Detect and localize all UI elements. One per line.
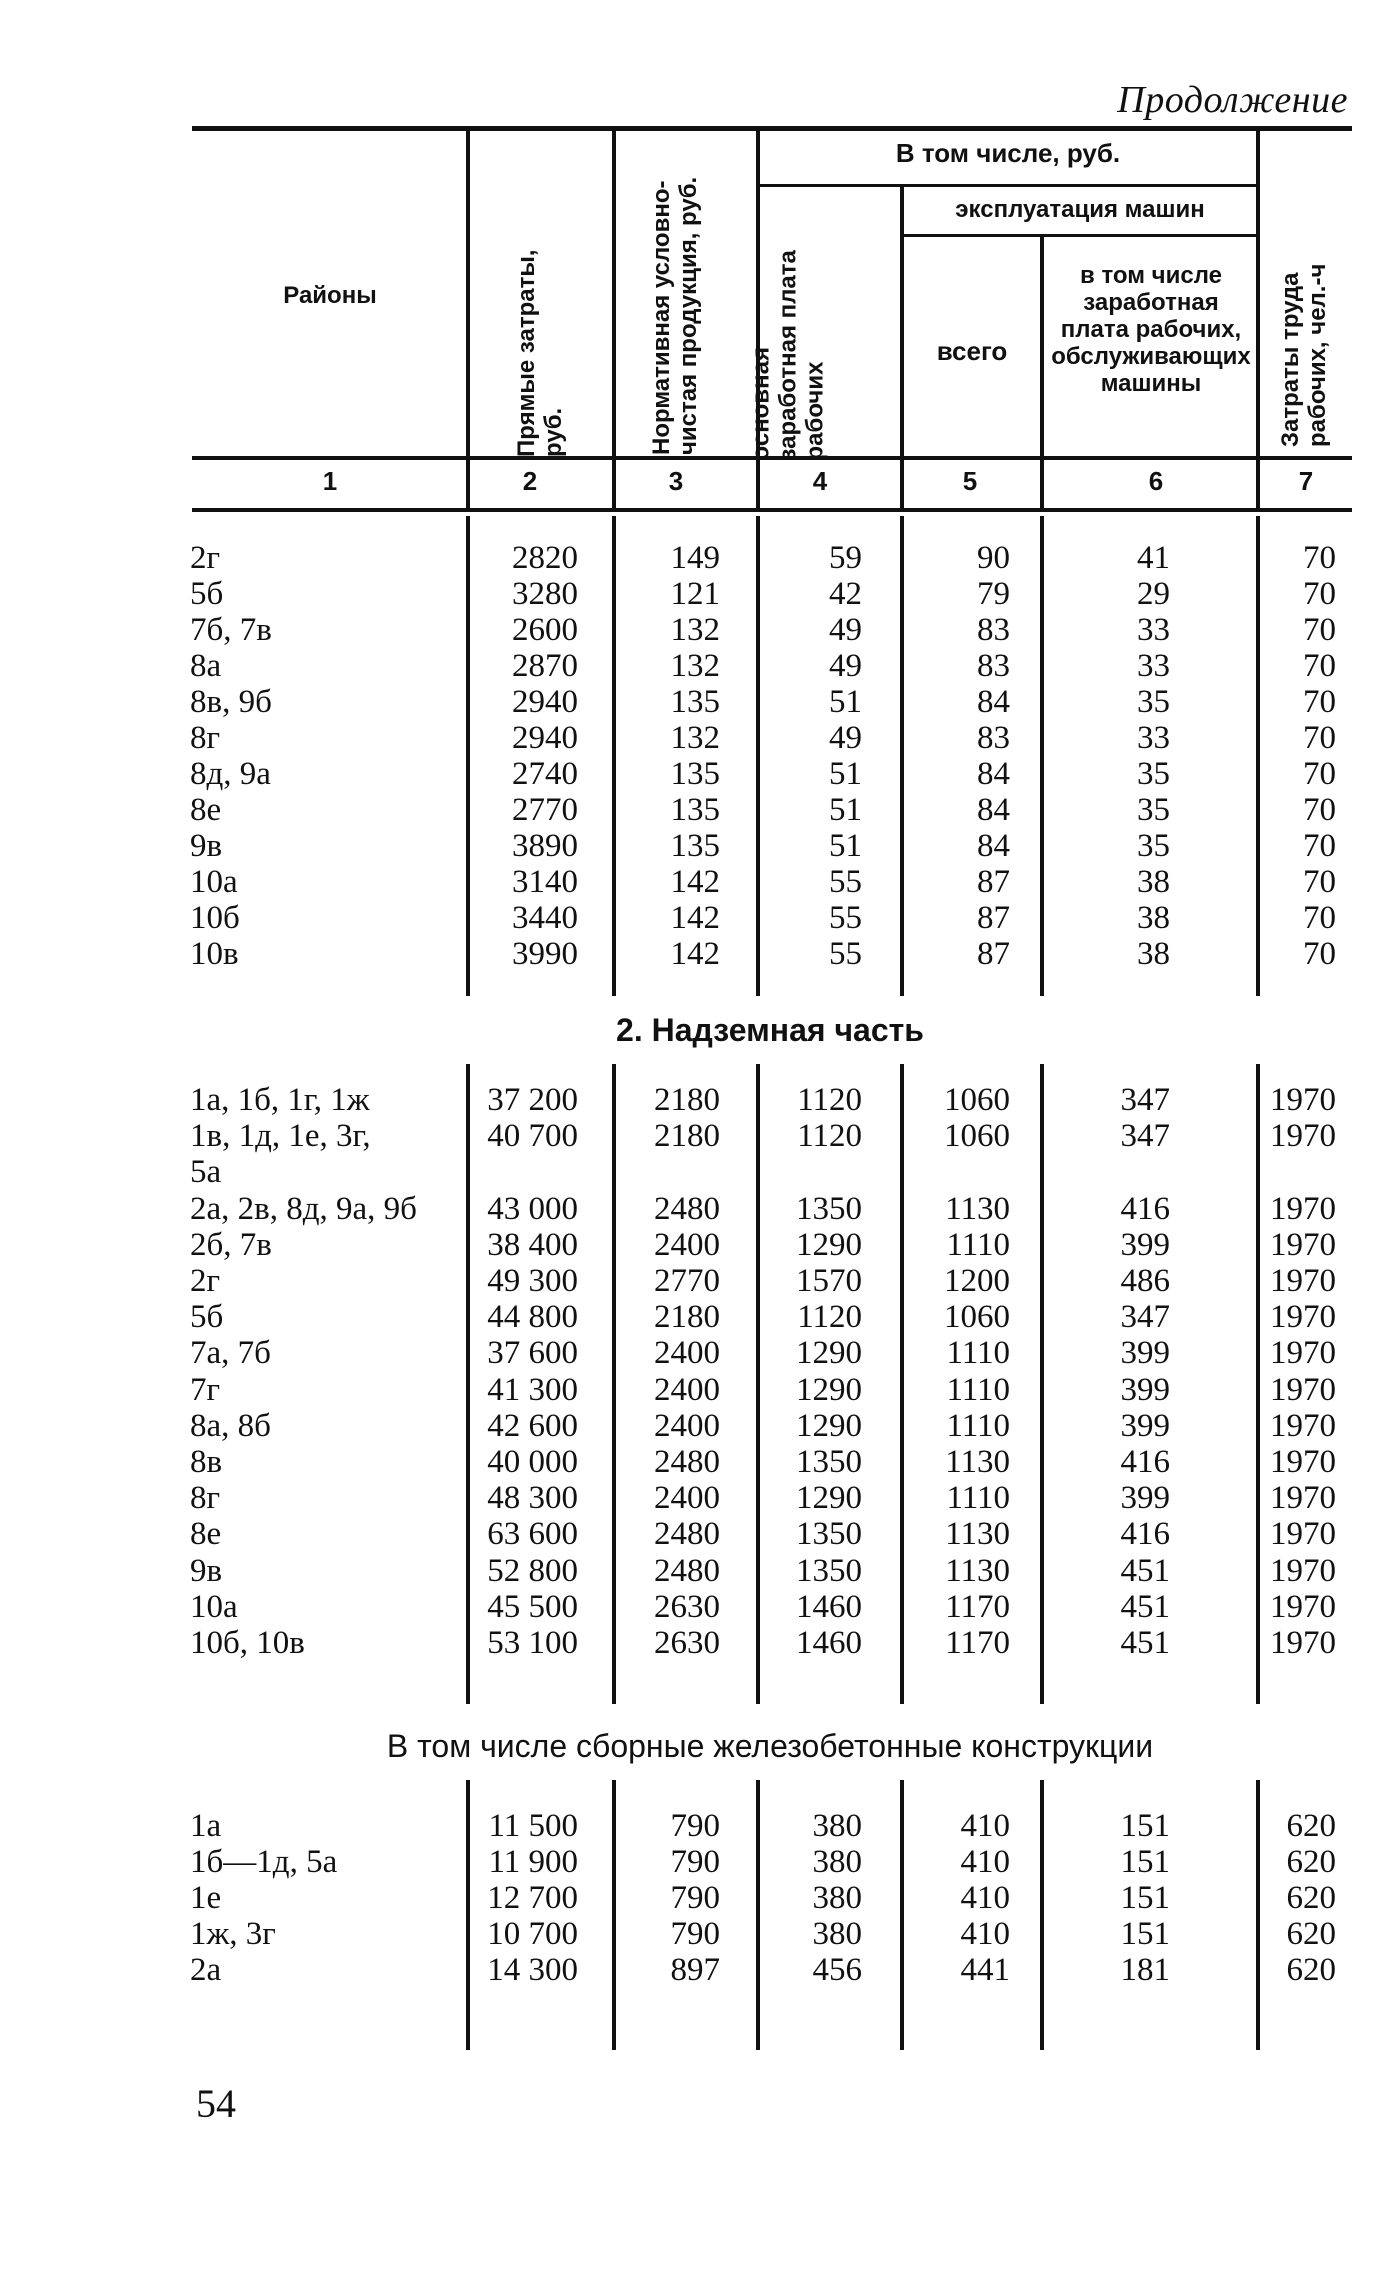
table-row (0, 1516, 1384, 1552)
value-cell: 2820 (512, 540, 578, 576)
value-cell: 87 (977, 936, 1010, 972)
value-cell: 1290 (796, 1335, 862, 1372)
value-cell: 2940 (512, 720, 578, 756)
header-vline-6 (1256, 130, 1260, 512)
value-cell: 55 (829, 864, 862, 900)
table-top-rule (192, 126, 1352, 131)
value-cell: 1970 (1270, 1371, 1336, 1408)
value-cell: 151 (1120, 1880, 1170, 1916)
value-cell: 41 300 (487, 1371, 578, 1408)
value-cell: 70 (1303, 540, 1336, 576)
value-cell: 37 600 (487, 1335, 578, 1372)
value-cell: 456 (812, 1952, 862, 1988)
value-cell: 1110 (946, 1335, 1010, 1372)
region-cell: 1е (190, 1880, 222, 1916)
value-cell: 1110 (946, 1371, 1010, 1408)
region-cell: 8г (190, 720, 221, 756)
table-row (0, 1844, 1384, 1880)
value-cell: 897 (670, 1952, 720, 1988)
value-cell: 84 (977, 792, 1010, 828)
value-cell: 1970 (1270, 1516, 1336, 1553)
value-cell: 10 700 (487, 1916, 578, 1952)
value-cell: 2180 (654, 1118, 720, 1155)
column-number: 2 (522, 466, 538, 496)
value-cell: 1970 (1270, 1263, 1336, 1299)
column-number: 4 (812, 466, 828, 496)
value-cell: 35 (1137, 684, 1170, 720)
table-row (0, 1625, 1384, 1661)
value-cell: 142 (670, 936, 720, 972)
value-cell: 70 (1303, 792, 1336, 828)
value-cell: 87 (977, 864, 1010, 900)
value-cell: 1970 (1270, 1190, 1336, 1227)
value-cell: 70 (1303, 720, 1336, 756)
value-cell: 620 (1286, 1916, 1336, 1952)
value-cell: 380 (812, 1844, 862, 1880)
region-cell: 8в (190, 1444, 223, 1480)
value-cell: 135 (670, 756, 720, 792)
value-cell: 1970 (1270, 1407, 1336, 1444)
table-row (0, 540, 1384, 576)
region-cell: 8а (190, 648, 222, 684)
value-cell: 135 (670, 684, 720, 720)
region-cell: 9в (190, 828, 223, 864)
value-cell: 1350 (796, 1444, 862, 1480)
table-row (0, 648, 1384, 684)
value-cell: 451 (1120, 1625, 1170, 1661)
table-row (0, 1372, 1384, 1408)
value-cell: 399 (1120, 1335, 1170, 1372)
value-cell: 3990 (512, 936, 578, 972)
region-cell: 10б, 10в (190, 1625, 305, 1661)
value-cell: 1060 (944, 1118, 1010, 1155)
table-row (0, 1808, 1384, 1844)
value-cell: 37 200 (487, 1082, 578, 1118)
value-cell: 132 (670, 612, 720, 648)
value-cell: 132 (670, 648, 720, 684)
value-cell: 1060 (944, 1082, 1010, 1118)
value-cell: 2770 (512, 792, 578, 828)
value-cell: 2480 (654, 1516, 720, 1553)
header-normative-output: Нормативная условно-чистая продукция, руб. (648, 176, 702, 455)
value-cell: 1060 (944, 1299, 1010, 1336)
value-cell: 1110 (946, 1480, 1010, 1517)
value-cell: 84 (977, 828, 1010, 864)
table-row (0, 1082, 1384, 1118)
region-cell: 1ж, 3г (190, 1916, 276, 1952)
value-cell: 49 300 (487, 1263, 578, 1299)
header-labor-costs: Затраты труда рабочих, чел.-ч (1277, 263, 1331, 447)
value-cell: 151 (1120, 1808, 1170, 1844)
value-cell: 41 (1137, 540, 1170, 576)
value-cell: 38 (1137, 864, 1170, 900)
table-row (0, 1480, 1384, 1516)
value-cell: 620 (1286, 1952, 1336, 1988)
value-cell: 12 700 (487, 1880, 578, 1916)
value-cell: 1970 (1270, 1588, 1336, 1625)
value-cell: 410 (960, 1844, 1010, 1880)
value-cell: 2630 (654, 1588, 720, 1625)
value-cell: 1970 (1270, 1625, 1336, 1661)
value-cell: 51 (829, 684, 862, 720)
value-cell: 790 (670, 1916, 720, 1952)
section3-title: В том числе сборные железобетонные конструкции (386, 1728, 1154, 1764)
region-cell: 10а (190, 864, 238, 900)
region-cell: 5а (190, 1154, 222, 1191)
value-cell: 1970 (1270, 1335, 1336, 1372)
value-cell: 1120 (797, 1118, 862, 1155)
value-cell: 70 (1303, 612, 1336, 648)
value-cell: 45 500 (487, 1588, 578, 1625)
value-cell: 79 (977, 576, 1010, 612)
value-cell: 347 (1120, 1299, 1170, 1336)
value-cell: 790 (670, 1808, 720, 1844)
value-cell: 2400 (654, 1335, 720, 1372)
value-cell: 142 (670, 864, 720, 900)
value-cell: 2940 (512, 684, 578, 720)
value-cell: 11 900 (488, 1844, 578, 1880)
region-cell: 7а, 7б (190, 1335, 271, 1372)
value-cell: 38 (1137, 936, 1170, 972)
value-cell: 1290 (796, 1371, 862, 1408)
value-cell: 70 (1303, 900, 1336, 936)
table-row (0, 864, 1384, 900)
value-cell: 1110 (946, 1407, 1010, 1444)
value-cell: 84 (977, 756, 1010, 792)
value-cell: 48 300 (487, 1480, 578, 1517)
value-cell: 1350 (796, 1552, 862, 1589)
value-cell: 1970 (1270, 1480, 1336, 1517)
table-row (0, 1335, 1384, 1371)
value-cell: 1130 (945, 1444, 1010, 1480)
column-number: 5 (962, 466, 978, 496)
value-cell: 380 (812, 1916, 862, 1952)
region-cell: 2г (190, 1263, 221, 1299)
value-cell: 399 (1120, 1371, 1170, 1408)
table-row (0, 1118, 1384, 1154)
value-cell: 2180 (654, 1299, 720, 1336)
region-cell: 8е (190, 1516, 222, 1553)
value-cell: 55 (829, 900, 862, 936)
region-cell: 10а (190, 1588, 238, 1625)
region-cell: 2б, 7в (190, 1226, 272, 1263)
region-cell: 7б, 7в (190, 612, 272, 648)
value-cell: 33 (1137, 612, 1170, 648)
value-cell: 2740 (512, 756, 578, 792)
value-cell: 2600 (512, 612, 578, 648)
value-cell: 399 (1120, 1226, 1170, 1263)
value-cell: 53 100 (487, 1625, 578, 1661)
value-cell: 620 (1286, 1808, 1336, 1844)
value-cell: 135 (670, 792, 720, 828)
region-cell: 1а (190, 1808, 222, 1844)
region-cell: 10в (190, 936, 239, 972)
value-cell: 70 (1303, 864, 1336, 900)
value-cell: 59 (829, 540, 862, 576)
value-cell: 42 600 (487, 1407, 578, 1444)
value-cell: 84 (977, 684, 1010, 720)
value-cell: 70 (1303, 756, 1336, 792)
value-cell: 620 (1286, 1844, 1336, 1880)
value-cell: 83 (977, 648, 1010, 684)
value-cell: 181 (1120, 1952, 1170, 1988)
value-cell: 87 (977, 900, 1010, 936)
value-cell: 38 400 (487, 1226, 578, 1263)
table-row (0, 1880, 1384, 1916)
region-cell: 9в (190, 1552, 223, 1589)
value-cell: 151 (1120, 1844, 1170, 1880)
value-cell: 70 (1303, 648, 1336, 684)
value-cell: 1350 (796, 1190, 862, 1227)
value-cell: 1290 (796, 1480, 862, 1517)
value-cell: 1970 (1270, 1118, 1336, 1155)
table-row (0, 1263, 1384, 1299)
value-cell: 44 800 (487, 1299, 578, 1336)
value-cell: 1970 (1270, 1552, 1336, 1589)
table-row (0, 1444, 1384, 1480)
value-cell: 121 (670, 576, 720, 612)
region-cell: 2а, 2в, 8д, 9а, 9б (190, 1190, 417, 1227)
value-cell: 2180 (654, 1082, 720, 1118)
continued-label: Продолжение (1117, 79, 1348, 121)
value-cell: 790 (670, 1844, 720, 1880)
value-cell: 90 (977, 540, 1010, 576)
header-vline-2 (612, 130, 616, 512)
value-cell: 33 (1137, 648, 1170, 684)
value-cell: 42 (829, 576, 862, 612)
value-cell: 14 300 (487, 1952, 578, 1988)
value-cell: 35 (1137, 792, 1170, 828)
value-cell: 416 (1120, 1190, 1170, 1227)
value-cell: 1970 (1270, 1299, 1336, 1336)
region-cell: 10б (190, 900, 240, 936)
value-cell: 1290 (796, 1226, 862, 1263)
header-base-wage: основная заработная плата рабочих (747, 250, 829, 461)
page-number: 54 (196, 2081, 236, 2126)
value-cell: 1130 (945, 1190, 1010, 1227)
value-cell: 38 (1137, 900, 1170, 936)
region-cell: 8г (190, 1480, 221, 1517)
value-cell: 399 (1120, 1480, 1170, 1517)
value-cell: 35 (1137, 828, 1170, 864)
value-cell: 410 (960, 1880, 1010, 1916)
value-cell: 55 (829, 936, 862, 972)
value-cell: 486 (1120, 1263, 1170, 1299)
value-cell: 2400 (654, 1480, 720, 1517)
value-cell: 3280 (512, 576, 578, 612)
value-cell: 347 (1120, 1118, 1170, 1155)
value-cell: 2480 (654, 1552, 720, 1589)
value-cell: 416 (1120, 1516, 1170, 1553)
table-row (0, 612, 1384, 648)
value-cell: 1130 (945, 1552, 1010, 1589)
region-cell: 1б—1д, 5а (190, 1844, 338, 1880)
value-cell: 29 (1137, 576, 1170, 612)
value-cell: 51 (829, 756, 862, 792)
value-cell: 43 000 (487, 1190, 578, 1227)
value-cell: 416 (1120, 1444, 1170, 1480)
value-cell: 620 (1286, 1880, 1336, 1916)
table-row (0, 828, 1384, 864)
region-cell: 1а, 1б, 1г, 1ж (190, 1082, 370, 1118)
value-cell: 2400 (654, 1226, 720, 1263)
value-cell: 3440 (512, 900, 578, 936)
table-row (0, 1408, 1384, 1444)
value-cell: 49 (829, 648, 862, 684)
value-cell: 410 (960, 1808, 1010, 1844)
table-row (0, 1553, 1384, 1589)
header-including-wage-machine: в том числе заработная плата рабочих, обслуживающих машины (1051, 262, 1251, 397)
region-cell: 8д, 9а (190, 756, 271, 792)
value-cell: 2870 (512, 648, 578, 684)
value-cell: 132 (670, 720, 720, 756)
value-cell: 40 000 (487, 1444, 578, 1480)
header-direct-costs: Прямые затраты, руб. (513, 249, 567, 457)
value-cell: 3890 (512, 828, 578, 864)
value-cell: 70 (1303, 828, 1336, 864)
value-cell: 35 (1137, 756, 1170, 792)
table-row (0, 1952, 1384, 1988)
table-row (0, 684, 1384, 720)
value-cell: 1460 (796, 1588, 862, 1625)
column-number: 7 (1298, 466, 1314, 496)
value-cell: 49 (829, 612, 862, 648)
value-cell: 1170 (945, 1625, 1010, 1661)
value-cell: 399 (1120, 1407, 1170, 1444)
table-row (0, 756, 1384, 792)
value-cell: 1970 (1270, 1226, 1336, 1263)
machine-rule (900, 234, 1256, 237)
table-row (0, 720, 1384, 756)
value-cell: 380 (812, 1808, 862, 1844)
value-cell: 1120 (797, 1299, 862, 1336)
value-cell: 51 (829, 828, 862, 864)
value-cell: 1120 (797, 1082, 862, 1118)
region-cell: 5б (190, 1299, 224, 1336)
value-cell: 1170 (945, 1588, 1010, 1625)
table-row (0, 1227, 1384, 1263)
value-cell: 1970 (1270, 1444, 1336, 1480)
header-vline-5 (1040, 236, 1044, 512)
value-cell: 2400 (654, 1371, 720, 1408)
value-cell: 380 (812, 1880, 862, 1916)
value-cell: 83 (977, 720, 1010, 756)
header-vline-1 (466, 130, 470, 512)
value-cell: 2770 (654, 1263, 720, 1299)
value-cell: 51 (829, 792, 862, 828)
region-cell: 1в, 1д, 1е, 3г, (190, 1118, 371, 1155)
value-cell: 135 (670, 828, 720, 864)
region-cell: 7г (190, 1371, 221, 1408)
value-cell: 151 (1120, 1916, 1170, 1952)
value-cell: 2480 (654, 1444, 720, 1480)
region-cell: 2г (190, 540, 221, 576)
header-machine-operation: эксплуатация машин (955, 196, 1205, 223)
value-cell: 2630 (654, 1625, 720, 1661)
value-cell: 40 700 (487, 1118, 578, 1155)
section2-title: 2. Надземная часть (616, 1012, 924, 1048)
value-cell: 1130 (945, 1516, 1010, 1553)
value-cell: 149 (670, 540, 720, 576)
region-cell: 8в, 9б (190, 684, 272, 720)
value-cell: 52 800 (487, 1552, 578, 1589)
column-number: 1 (322, 466, 338, 496)
table-row (0, 1154, 1384, 1190)
value-cell: 451 (1120, 1552, 1170, 1589)
value-cell: 1110 (946, 1226, 1010, 1263)
value-cell: 2480 (654, 1190, 720, 1227)
value-cell: 70 (1303, 576, 1336, 612)
value-cell: 2400 (654, 1407, 720, 1444)
including-rule (756, 184, 1256, 187)
table-row (0, 1916, 1384, 1952)
value-cell: 441 (960, 1952, 1010, 1988)
value-cell: 1460 (796, 1625, 862, 1661)
value-cell: 1970 (1270, 1082, 1336, 1118)
table-row (0, 1191, 1384, 1227)
column-number: 6 (1148, 466, 1164, 496)
value-cell: 70 (1303, 684, 1336, 720)
region-cell: 8е (190, 792, 222, 828)
value-cell: 410 (960, 1916, 1010, 1952)
value-cell: 347 (1120, 1082, 1170, 1118)
value-cell: 790 (670, 1880, 720, 1916)
region-cell: 8а, 8б (190, 1407, 271, 1444)
value-cell: 11 500 (488, 1808, 578, 1844)
value-cell: 1290 (796, 1407, 862, 1444)
value-cell: 3140 (512, 864, 578, 900)
region-cell: 5б (190, 576, 224, 612)
value-cell: 33 (1137, 720, 1170, 756)
value-cell: 49 (829, 720, 862, 756)
table-row (0, 900, 1384, 936)
value-cell: 63 600 (487, 1516, 578, 1553)
table-row (0, 936, 1384, 972)
value-cell: 142 (670, 900, 720, 936)
value-cell: 1200 (944, 1263, 1010, 1299)
column-number: 3 (668, 466, 684, 496)
region-cell: 2а (190, 1952, 222, 1988)
colnum-bottom-rule (192, 508, 1352, 512)
value-cell: 70 (1303, 936, 1336, 972)
value-cell: 1570 (796, 1263, 862, 1299)
value-cell: 451 (1120, 1588, 1170, 1625)
table-row (0, 576, 1384, 612)
table-row (0, 1299, 1384, 1335)
table-row (0, 1589, 1384, 1625)
header-regions: Районы (283, 282, 377, 309)
table-row (0, 792, 1384, 828)
header-including-rub: В том числе, руб. (895, 138, 1121, 168)
value-cell: 83 (977, 612, 1010, 648)
value-cell: 1350 (796, 1516, 862, 1553)
header-total: всего (936, 336, 1008, 366)
